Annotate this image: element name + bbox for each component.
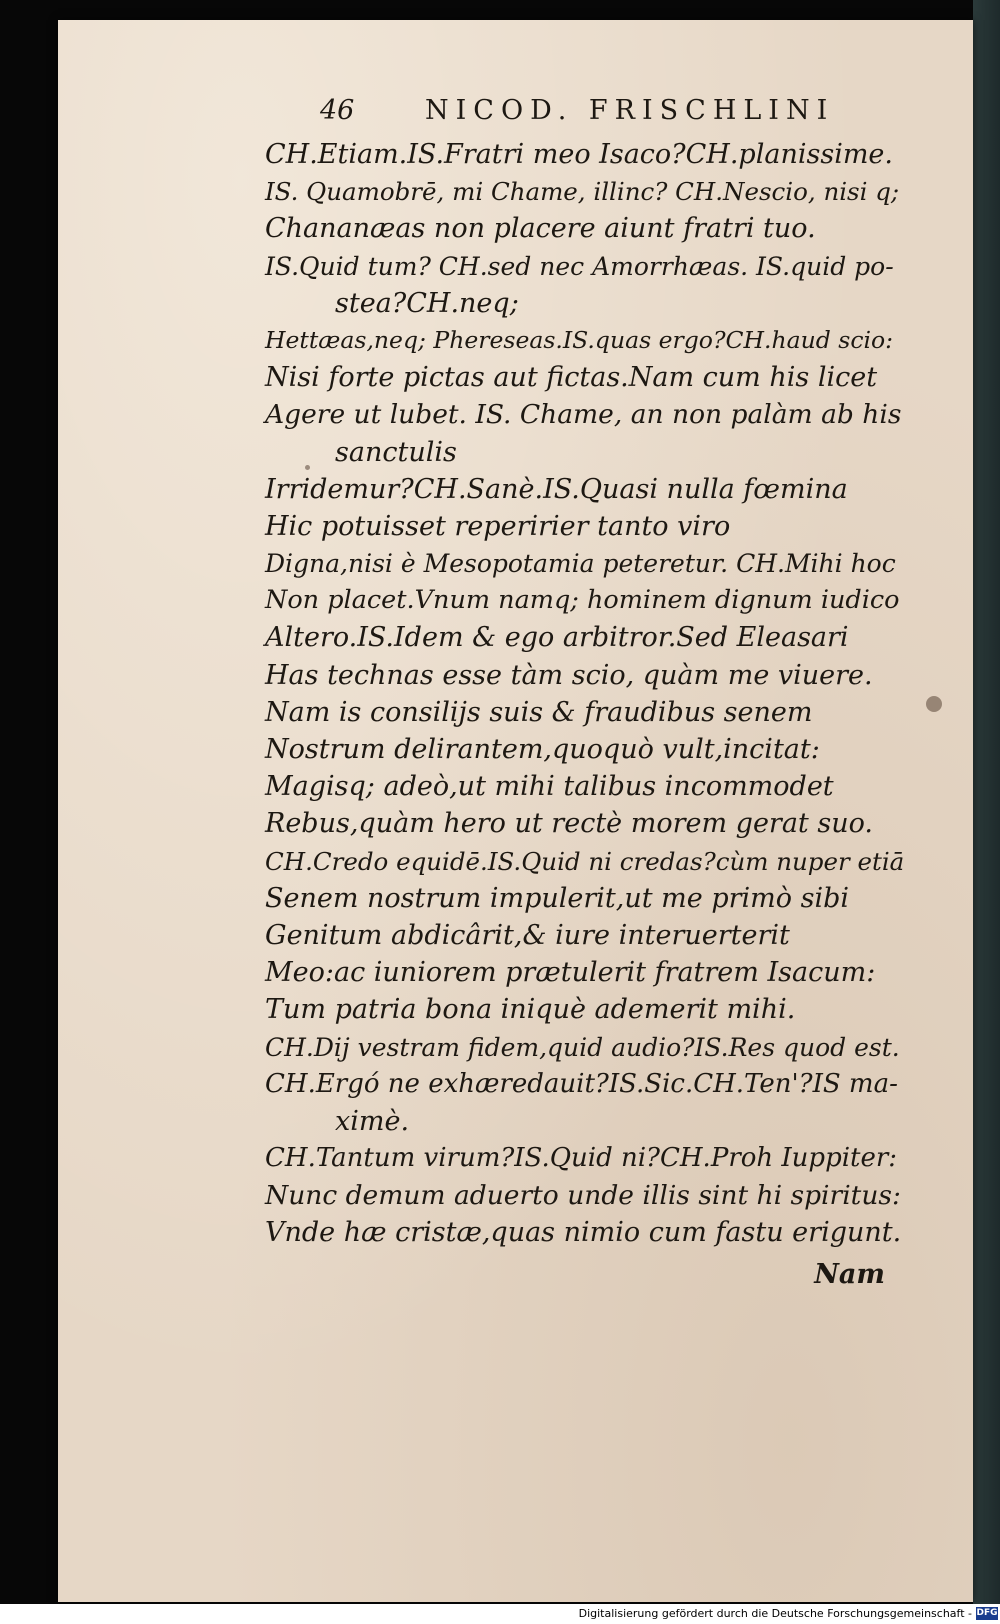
book-cover-edge bbox=[973, 0, 1000, 1604]
page-number: 46 bbox=[320, 95, 355, 126]
text-line: CH.Etiam.IS.Fratri meo Isaco?CH.planissime. bbox=[265, 139, 893, 170]
text-line: Meo:ac iuniorem prætulerit fratrem Isacum: bbox=[265, 957, 876, 989]
digitization-footer bbox=[0, 1604, 1000, 1624]
text-line: Digna,nisi è Mesopotamia peteretur. CH.Mihi hoc bbox=[265, 549, 896, 579]
text-line: Hic potuisset reperirier tanto viro bbox=[265, 510, 731, 542]
text-line: stea?CH.neq; bbox=[335, 287, 519, 319]
text-line: Tum patria bona iniquè ademerit mihi. bbox=[265, 994, 796, 1026]
dfg-logo: DFG bbox=[976, 1608, 998, 1618]
text-line: Genitum abdicârit,& iure interuerterit bbox=[265, 919, 790, 951]
text-line: Agere ut lubet. IS. Chame, an non palàm ab his bbox=[265, 399, 902, 431]
text-line: CH.Credo equidē.IS.Quid ni credas?cùm nuper etiā bbox=[265, 846, 905, 876]
text-line: IS. Quamobrē, mi Chame, illinc? CH.Nescio, nisi q; bbox=[265, 177, 900, 207]
catchword: Nam bbox=[814, 1258, 885, 1290]
text-line: Magisq; adeò,ut mihi talibus incommodet bbox=[265, 771, 834, 803]
running-head: NICOD. FRISCHLINI bbox=[425, 95, 835, 126]
footer-credit: Digitalisierung gefördert durch die Deutsche Forschungsgemeinschaft - bbox=[578, 1607, 972, 1620]
text-line: IS.Quid tum? CH.sed nec Amorrhæas. IS.quid po- bbox=[265, 251, 894, 281]
text-line: Altero.IS.Idem & ego arbitror.Sed Eleasari bbox=[265, 622, 849, 654]
text-line: ximè. bbox=[335, 1105, 410, 1137]
text-line: CH.Ergó ne exhæredauit?IS.Sic.CH.Ten'?IS ma- bbox=[265, 1068, 898, 1099]
ink-stain bbox=[926, 696, 942, 712]
text-line: Nisi forte pictas aut fictas.Nam cum his licet bbox=[265, 362, 878, 394]
text-line: sanctulis bbox=[335, 436, 457, 468]
text-line: Senem nostrum impulerit,ut me primò sibi bbox=[265, 882, 850, 914]
text-line: Rebus,quàm hero ut rectè morem gerat suo. bbox=[265, 808, 873, 840]
text-line: Nam is consilijs suis & fraudibus senem bbox=[265, 696, 813, 728]
text-line: CH.Dij vestram fidem,quid audio?IS.Res quod est. bbox=[265, 1032, 900, 1062]
text-line: Vnde hæ cristæ,quas nimio cum fastu erigunt. bbox=[265, 1217, 902, 1249]
page-text bbox=[265, 92, 905, 1293]
page-header bbox=[265, 92, 905, 136]
text-line: Chananæas non placere aiunt fratri tuo. bbox=[265, 213, 816, 245]
text-line: Nostrum delirantem,quoquò vult,incitat: bbox=[265, 734, 820, 765]
text-line: Has technas esse tàm scio, quàm me viuere. bbox=[265, 659, 873, 691]
text-line: Irridemur?CH.Sanè.IS.Quasi nulla fœmina bbox=[265, 473, 848, 505]
text-line: Non placet.Vnum namq; hominem dignum iudico bbox=[265, 585, 900, 616]
text-line: Nunc demum aduerto unde illis sint hi spiritus: bbox=[265, 1180, 901, 1212]
text-line: Hettæas,neq; Phereseas.IS.quas ergo?CH.haud scio: bbox=[265, 325, 894, 354]
text-line: CH.Tantum virum?IS.Quid ni?CH.Proh Iuppiter: bbox=[265, 1143, 898, 1174]
